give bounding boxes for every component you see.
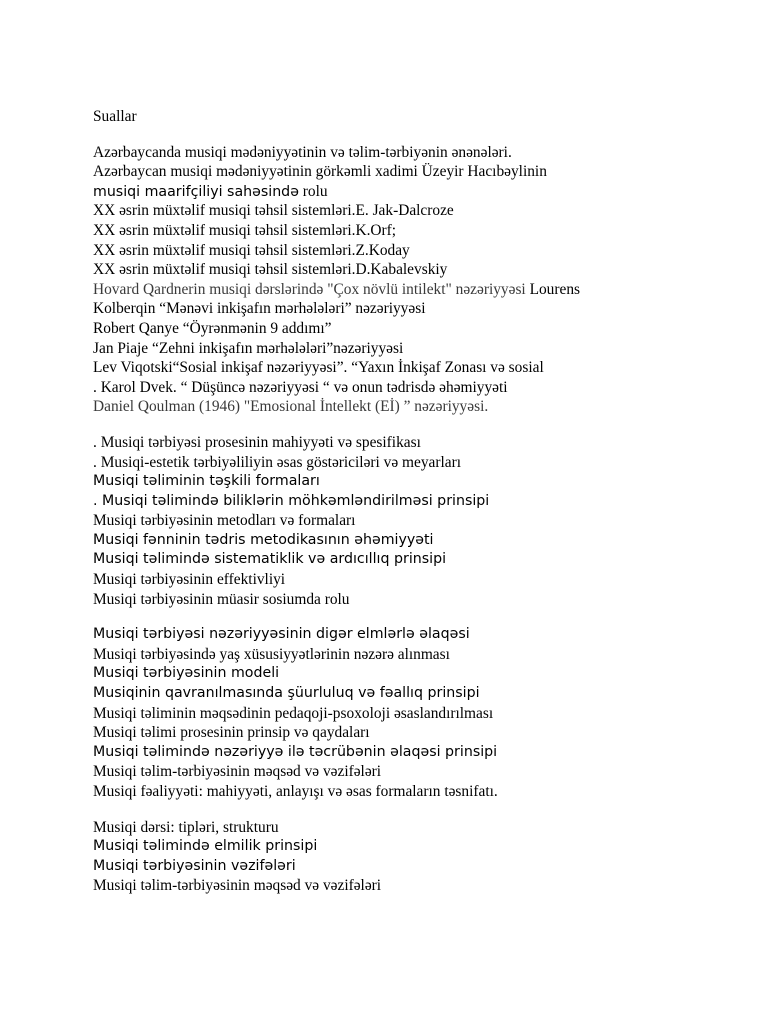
- question-line: XX əsrin müxtəlif musiqi təhsil sistemləri.K.Orf;: [93, 221, 397, 239]
- question-line: Musiqi tərbiyəsinin metodları və formaları: [93, 512, 356, 530]
- question-line: XX əsrin müxtəlif musiqi təhsil sistemləri.Z.Koday: [93, 241, 410, 259]
- question-line: Musiqinin qavranılmasında şüurluluq və fəallıq prinsipi: [93, 685, 480, 702]
- question-line: Musiqi tərbiyəsi nəzəriyyəsinin digər elmlərlə əlaqəsi: [93, 626, 470, 643]
- question-line: Azərbaycanda musiqi mədəniyyətinin və təlim-tərbiyənin ənənələri.: [93, 143, 512, 161]
- question-line: Musiqi təlim-tərbiyəsinin məqsəd və vəzifələri: [93, 763, 382, 781]
- question-line: Jan Piaje “Zehni inkişafın mərhələləri”nəzəriyyəsi: [93, 339, 404, 357]
- question-line: Musiqi təliminin təşkili formaları: [93, 473, 320, 490]
- question-line: . Karol Dvek. “ Düşüncə nəzəriyyəsi “ və onun tədrisdə əhəmiyyəti: [93, 378, 508, 396]
- question-fragment: rolu: [298, 182, 328, 200]
- question-line: Musiqi təlim-tərbiyəsinin məqsəd və vəzifələri: [93, 877, 382, 895]
- question-line: Musiqi təlimində sistematiklik və ardıcıllıq prinsipi: [93, 551, 447, 568]
- question-line: . Musiqi təlimində biliklərin möhkəmləndirilməsi prinsipi: [93, 492, 490, 509]
- question-line: Musiqi tərbiyəsinin modeli: [93, 665, 280, 682]
- question-line: XX əsrin müxtəlif musiqi təhsil sistemləri.E. Jak-Dalcroze: [93, 202, 454, 220]
- question-line: Musiqi təliminin məqsədinin pedaqoji-psoxoloji əsaslandırılması: [93, 704, 494, 722]
- question-line: Musiqi fəaliyyəti: mahiyyəti, anlayışı və əsas formaların təsnifatı.: [93, 783, 498, 800]
- question-line: XX əsrin müxtəlif musiqi təhsil sistemləri.D.Kabalevskiy: [93, 261, 448, 279]
- question-line: Azərbaycan musiqi mədəniyyətinin görkəmli xadimi Üzeyir Hacıbəylinin: [93, 163, 547, 181]
- spacer: [93, 127, 733, 143]
- document-page: [93, 107, 733, 896]
- question-line: Musiqi dərsi: tipləri, strukturu: [93, 818, 279, 836]
- question-fragment: musiqi maarifçiliyi sahəsində: [93, 183, 299, 200]
- question-line: [93, 182, 733, 202]
- question-line: Lev Viqotski“Sosial inkişaf nəzəriyyəsi”. “Yaxın İnkişaf Zonası və sosial: [93, 359, 544, 377]
- question-line: Musiqi tərbiyəsinin effektivliyi: [93, 571, 286, 589]
- spacer: [93, 417, 733, 433]
- question-line: Daniel Qoulman (1946) "Emosional İntellekt (Eİ) ” nəzəriyyəsi.: [93, 398, 489, 416]
- question-line: Robert Qanye “Öyrənmənin 9 addımı”: [93, 319, 332, 337]
- question-line: [93, 280, 733, 300]
- question-fragment: Hovard Qardnerin musiqi dərslərində "Çox növlü intilekt" nəzəriyyəsi: [93, 280, 526, 298]
- document-title: Suallar: [93, 108, 137, 125]
- spacer: [93, 802, 733, 818]
- question-line: Musiqi fənninin tədris metodikasının əhəmiyyəti: [93, 531, 434, 548]
- question-line: Musiqi tərbiyəsinin vəzifələri: [93, 857, 296, 874]
- question-line: Musiqi təlimində elmilik prinsipi: [93, 838, 318, 855]
- question-line: Musiqi tərbiyəsində yaş xüsusiyyətlərinin nəzərə alınması: [93, 645, 450, 663]
- question-line: Kolberqin “Mənəvi inkişafın mərhələləri” nəzəriyyəsi: [93, 300, 426, 318]
- question-fragment: Lourens: [525, 280, 580, 298]
- question-line: Musiqi tərbiyəsinin müasir sosiumda rolu: [93, 590, 350, 608]
- question-line: Musiqi təlimi prosesinin prinsip və qaydaları: [93, 724, 370, 742]
- question-line: . Musiqi tərbiyəsi prosesinin mahiyyəti və spesifikası: [93, 433, 421, 451]
- spacer: [93, 609, 733, 625]
- question-line: Musiqi təlimində nəzəriyyə ilə təcrübənin əlaqəsi prinsipi: [93, 743, 498, 760]
- question-line: . Musiqi-estetik tərbiyəliliyin əsas göstəriciləri və meyarları: [93, 453, 461, 471]
